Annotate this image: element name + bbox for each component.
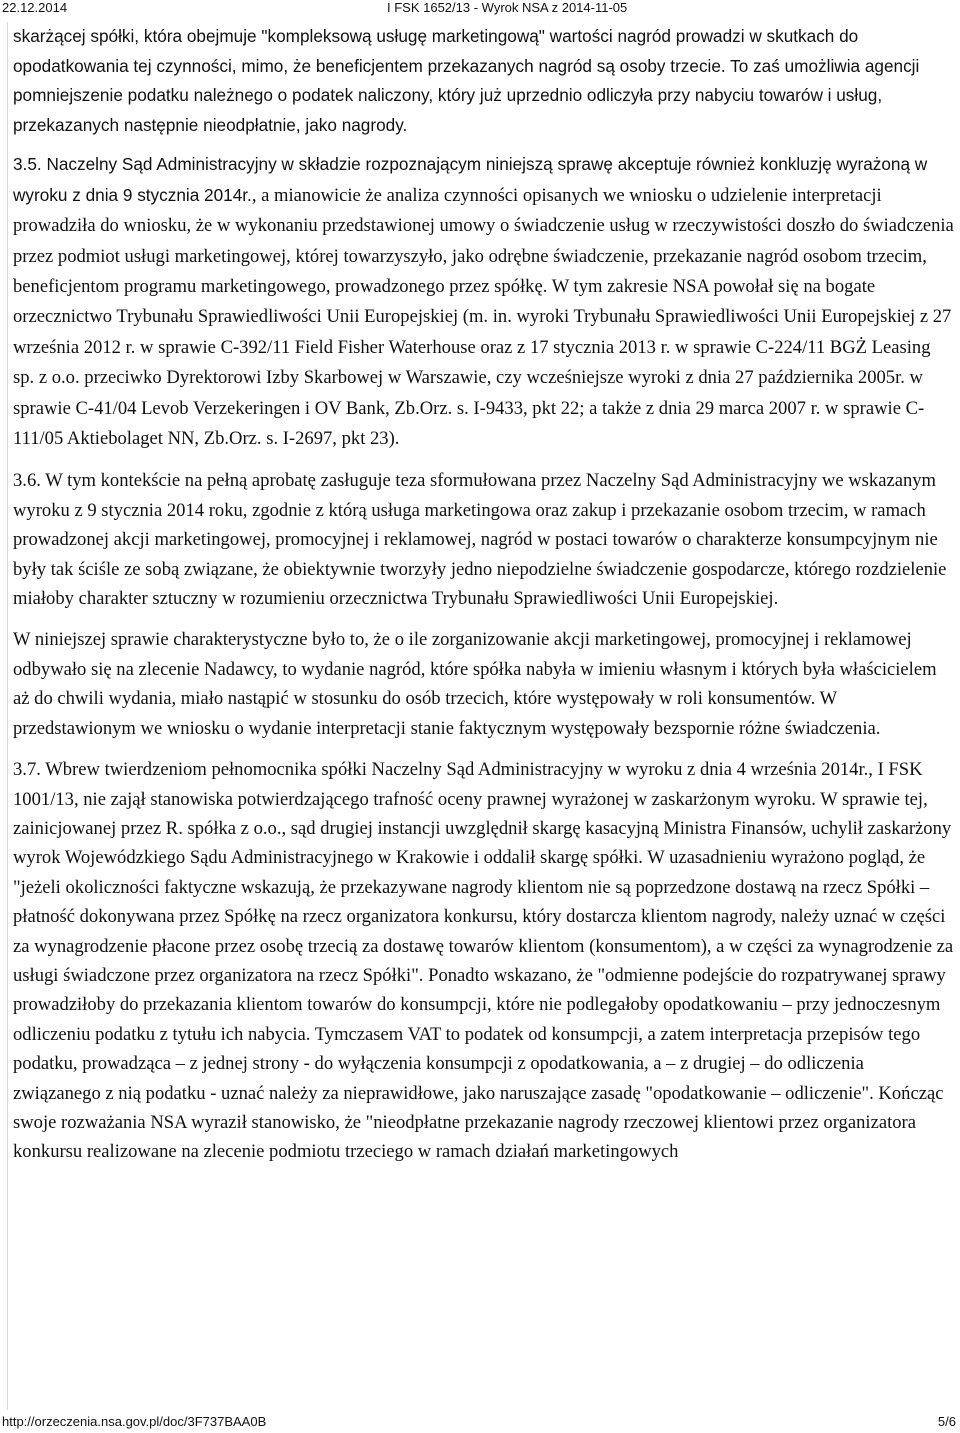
document-text	[8, 22, 954, 1167]
paragraph-3-6: 3.6. W tym kontekście na pełną aprobatę zasługuje teza sformułowana przez Naczelny Sąd Administracyjny we wskazanym wyroku z 9 stycznia 2014 roku, zgodnie z którą usługa marketingowa oraz zakup i przekazanie osobom trzecim, w ramach prowadzonej akcji marketingowej, promocyjnej i reklamowej, nagród w postaci towarów o charakterze konsumpcyjnym nie były tak ściśle ze sobą związane, że obiektywnie tworzyły jedno niepodzielne świadczenie gospodarcze, którego rozdzielenie miałoby charakter sztuczny w rozumieniu orzecznictwa Trybunału Sprawiedliwości Unii Europejskiej.	[13, 470, 947, 610]
paragraph-3-7: 3.7. Wbrew twierdzeniom pełnomocnika spółki Naczelny Sąd Administracyjny w wyroku z dnia 4 września 2014r., I FSK 1001/13, nie zajął stanowiska potwierdzającego trafność oceny prawnej wyrażonej w zaskarżonym wyroku. W sprawie tej, zainicjowanej przez R. spółka z o.o., sąd drugiej instancji uwzględnił skargę kasacyjną Ministra Finansów, uchylił zaskarżony wyrok Wojewódzkiego Sądu Administracyjnego w Krakowie i oddalił skargę spółki. W uzasadnieniu wyrażono pogląd, że "jeżeli okoliczności faktyczne wskazują, że przekazywane nagrody klientom nie są poprzedzone dostawą na rzecz Spółki – płatność dokonywana przez Spółkę na rzecz organizatora konkursu, który dostarcza klientom nagrody, należy uznać w części za wynagrodzenie płacone przez osobę trzecią za dostawę towarów klientom (konsumentom), a w części za wynagrodzenie za usługi świadczone przez organizatora na rzecz Spółki". Ponadto wskazano, że "odmienne podejście do rozpatrywanej sprawy prowadziłoby do przekazania klientom towarów do konsumpcji, które nie podlegałoby opodatkowaniu – przy jednoczesnym odliczeniu podatku z tytułu ich nabycia. Tymczasem VAT to podatek od konsumpcji, a zatem interpretacja przepisów tego podatku, prowadząca – z jednej strony - do wyłączenia konsumpcji z opodatkowania, a – z drugiej – do odliczenia związanego z nią podatku - uznać należy za nieprawidłowe, jako naruszające zasadę "opodatkowanie – odliczenie". Kończąc swoje rozważania NSA wyraził stanowisko, że "nieodpłatne przekazanie nagrody rzeczowej klientowi przez organizatora konkursu realizowane na zlecenie podmiotu trzeciego w ramach działań marketingowych	[13, 759, 954, 1163]
document-body	[7, 22, 954, 1410]
source-url: http://orzeczenia.nsa.gov.pl/doc/3F737BAA0B	[2, 1414, 267, 1429]
paragraph-3-5	[13, 150, 954, 454]
paragraph-continuation: skarżącej spółki, która obejmuje "kompleksową usługę marketingową" wartości nagród prowadzi w skutkach do opodatkowania tej czynności, mimo, że beneficjentem przekazanych nagród są osoby trzecie. To zaś umożliwia agencji pomniejszenie podatku należnego o podatek naliczony, który już uprzednio odliczyła przy nabyciu towarów i usług, przekazanych następnie nieodpłatnie, jako nagrody.	[13, 26, 920, 135]
paragraph-case-facts: W niniejszej sprawie charakterystyczne było to, że o ile zorganizowanie akcji marketingowej, promocyjnej i reklamowej odbywało się na zlecenie Nadawcy, to wydanie nagród, które spółka nabyła w imieniu własnym i których była właścicielem aż do chwili wydania, miało nastąpić w stosunku do osób trzecich, które występowały w roli konsumentów. W przedstawionym we wniosku o wydanie interpretacji stanie faktycznym występowały bezspornie różne świadczenia.	[13, 629, 937, 739]
document-title: I FSK 1652/13 - Wyrok NSA z 2014-11-05	[387, 0, 628, 15]
paragraph-3-5-rest: , a mianowicie że analiza czynności opisanych we wniosku o udzielenie interpretacji prowadziła do wniosku, że w wykonaniu przedstawionej umowy o świadczenie usług w rzeczywistości doszło do świadczenia przez podmiot usługi marketingowej, której towarzyszyło, jako odrębne świadczenie, przekazanie nagród osobom trzecim, beneficjentom programu marketingowego, prowadzonego przez spółkę. W tym zakresie NSA powołał się na bogate orzecznictwo Trybunału Sprawiedliwości Unii Europejskiej (m. in. wyroki Trybunału Sprawiedliwości Unii Europejskiej z 27 września 2012 r. w sprawie C-392/11 Field Fisher Waterhouse oraz z 17 stycznia 2013 r. w sprawie C-224/11 BGŻ Leasing sp. z o.o. przeciwko Dyrektorowi Izby Skarbowej w Warszawie, czy wcześniejsze wyroki z dnia 27 października 2005r. w sprawie C-41/04 Levob Verzekeringen i OV Bank, Zb.Orz. s. I-9433, pkt 22; a także z dnia 29 marca 2007 r. w sprawie C-111/05 Aktiebolaget NN, Zb.Orz. s. I-2697, pkt 23).	[13, 184, 954, 450]
print-date: 22.12.2014	[2, 0, 68, 15]
page-number: 5/6	[937, 1414, 956, 1429]
print-header	[0, 0, 960, 18]
paragraph-3-5-lead: 3.5. Naczelny Sąd Administracyjny w składzie rozpoznającym niniejszą sprawę akceptuje również konkluzję wyrażoną w wyroku z dnia 9 stycznia 2014r.	[13, 154, 928, 205]
print-footer	[0, 1414, 960, 1433]
